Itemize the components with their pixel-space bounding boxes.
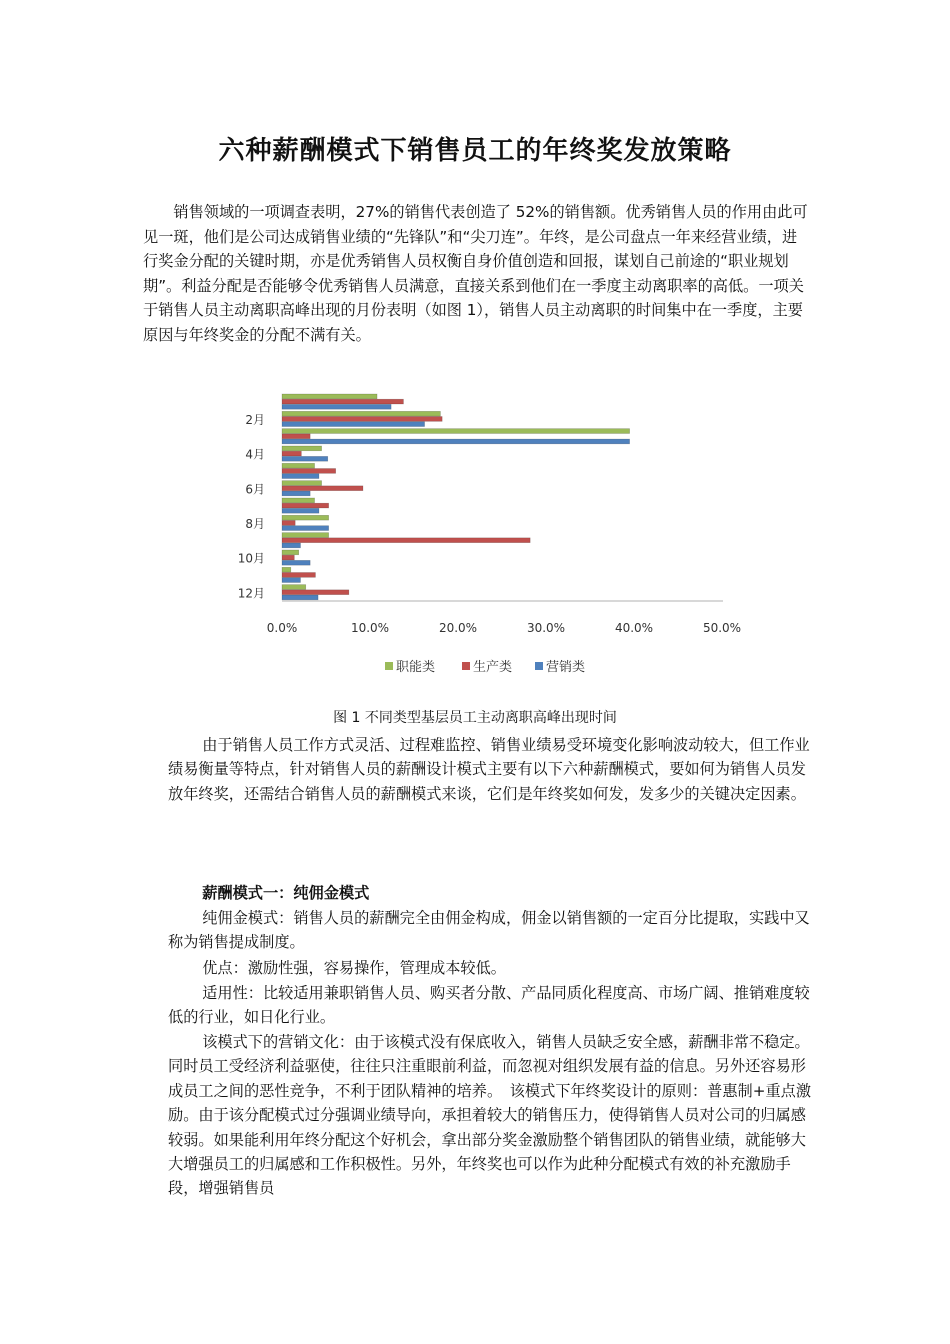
x-tick-label: 0.0% [266,621,298,635]
bar-7月-职能类 [282,498,315,503]
bar-11月-职能类 [282,567,291,572]
section-heading: 薪酬模式一：纯佣金模式 [202,884,370,902]
bar-5月-营销类 [282,474,319,479]
x-tick-label: 30.0% [526,621,566,635]
bar-8月-营销类 [282,526,329,531]
bar-10月-职能类 [282,550,299,555]
bar-4月-职能类 [282,446,322,451]
bar-10月-营销类 [282,560,310,565]
bar-2月-营销类 [282,422,425,427]
bar-6月-营销类 [282,491,310,496]
bar-9月-职能类 [282,533,329,538]
x-tick-label: 20.0% [438,621,478,635]
definition-paragraph: 纯佣金模式：销售人员的薪酬完全由佣金构成，佣金以销售额的一定百分比提取，实践中又称为销售提成制度。 [168,909,810,952]
legend-label: 营销类 [546,660,586,675]
page-title: 六种薪酬模式下销售员工的年终奖发放策略 [218,136,732,166]
bar-10月-生产类 [282,555,294,560]
bar-5月-职能类 [282,463,315,468]
bar-3月-营销类 [282,439,630,444]
x-tick-label: 10.0% [350,621,390,635]
y-tick-label: 2月 [245,412,265,427]
figure-caption: 图 1 不同类型基层员工主动离职高峰出现时间 [333,710,617,726]
y-tick-label: 4月 [245,447,265,462]
bar-6月-职能类 [282,481,322,486]
attrition-chart [225,390,745,690]
bar-12月-营销类 [282,595,318,600]
intro-paragraph: 销售领域的一项调查表明，27%的销售代表创造了 52%的销售额。优秀销售人员的作用由此可见一斑，他们是公司达成销售业绩的“先锋队”和“尖刀连”。年终，是公司盘点一年来经营业绩，进行奖金分配的关键时期，亦是优秀销售人员权衡自身价值创造和回报，谋划自己前途的“职业规划期”。利益分配是否能够令优秀销售人员满意，直接关系到他们在一季度主动离职率的高低。一项关于销售人员主动离职高峰出现的月份表明（如图 1），销售人员主动离职的时间集中在一季度，主要原因与年终奖金的分配不满有关。 [143,203,808,344]
bar-3月-职能类 [282,429,630,434]
bar-9月-营销类 [282,543,300,548]
bar-11月-生产类 [282,573,315,578]
paragraph-salary-modes: 由于销售人员工作方式灵活、过程难监控、销售业绩易受环境变化影响波动较大，但工作业绩易衡量等特点，针对销售人员的薪酬设计模式主要有以下六种薪酬模式，要如何为销售人员发放年终奖，还需结合销售人员的薪酬模式来谈，它们是年终奖如何发，发多少的关键决定因素。 [168,736,810,803]
culture-paragraph: 该模式下的营销文化：由于该模式没有保底收入，销售人员缺乏安全感，薪酬非常不稳定。同时员工受经济利益驱使，往往只注重眼前利益，而忽视对组织发展有益的信息。另外还容易形成员工之间的恶性竞争，不利于团队精神的培养。 该模式下年终奖设计的原则：普惠制+重点激励。由于该分配模式过分强调业绩导向，承担着较大的销售压力，使得销售人员对公司的归属感较弱。如果能利用年终分配这个好机会，拿出部分奖金激励整个销售团队的销售业绩，就能够大大增强员工的归属感和工作积极性。另外，年终奖也可以作为此种分配模式有效的补充激励手段，增强销售员 [168,1033,812,1198]
y-tick-label: 12月 [237,586,265,601]
bar-1月-营销类 [282,404,391,409]
bar-2月-职能类 [282,411,440,416]
x-tick-label: 40.0% [614,621,654,635]
legend-label: 生产类 [473,660,513,675]
bar-5月-生产类 [282,469,336,474]
legend-label: 职能类 [396,660,436,675]
applicability-paragraph: 适用性：比较适用兼职销售人员、购买者分散、产品同质化程度高、市场广阔、推销难度较低的行业，如日化行业。 [168,984,810,1027]
bar-4月-营销类 [282,456,328,461]
bar-7月-营销类 [282,508,319,513]
bar-11月-营销类 [282,578,300,583]
legend-swatch-营销类 [535,662,543,670]
bar-2月-生产类 [282,417,442,422]
bar-8月-生产类 [282,521,295,526]
bar-1月-生产类 [282,399,403,404]
bar-12月-职能类 [282,585,306,590]
pros-paragraph: 优点：激励性强，容易操作，管理成本较低。 [202,959,506,977]
x-tick-label: 50.0% [702,621,742,635]
y-tick-label: 8月 [245,516,265,531]
bar-6月-生产类 [282,486,363,491]
bar-1月-职能类 [282,394,377,399]
bar-9月-生产类 [282,538,530,543]
bar-7月-生产类 [282,503,329,508]
bar-3月-生产类 [282,434,310,439]
y-tick-label: 6月 [245,482,265,497]
legend-swatch-生产类 [462,662,470,670]
bar-4月-生产类 [282,451,301,456]
legend-swatch-职能类 [385,662,393,670]
bar-8月-职能类 [282,515,329,520]
bar-12月-生产类 [282,590,349,595]
y-tick-label: 10月 [237,551,265,566]
